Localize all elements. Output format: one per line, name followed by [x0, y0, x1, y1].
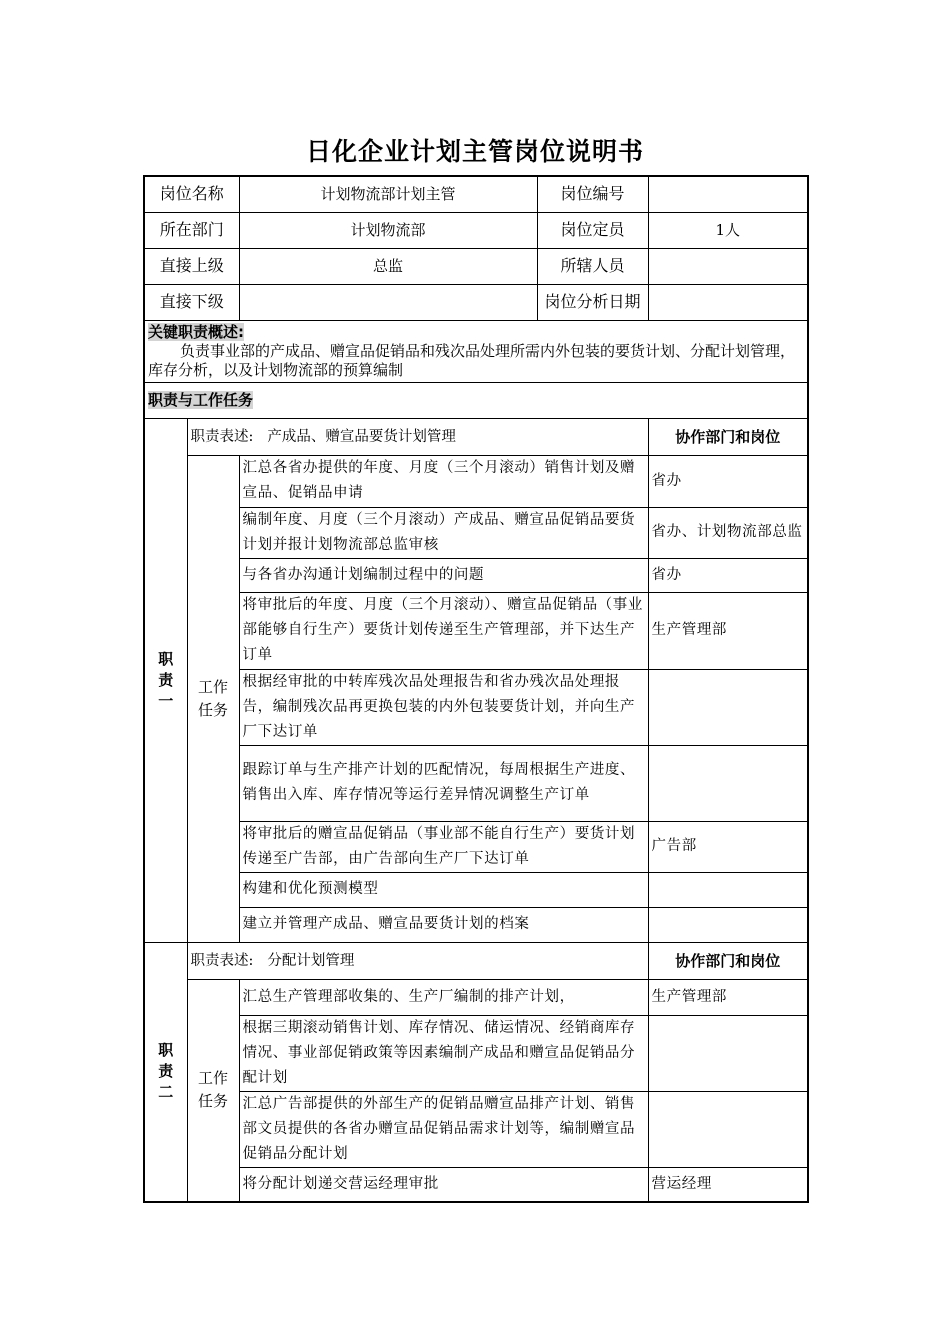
- duty2-task: 将分配计划递交营运经理审批: [239, 1167, 648, 1202]
- duty2-description: 职责表述: 分配计划管理: [187, 942, 648, 979]
- duty1-task: 汇总各省办提供的年度、月度（三个月滚动）销售计划及赠宣品、促销品申请: [239, 455, 648, 507]
- duty2-coop: 生产管理部: [648, 979, 808, 1015]
- duty1-coop: 省办、计划物流部总监: [648, 507, 808, 558]
- direct-sub-label: 直接下级: [144, 284, 239, 320]
- page-title: 日化企业计划主管岗位说明书: [305, 137, 644, 166]
- dept-value: 计划物流部: [239, 212, 537, 248]
- duty1-coop: 广告部: [648, 821, 808, 872]
- summary-heading: 关键职责概述:: [148, 322, 244, 341]
- direct-sub-value: [239, 284, 537, 320]
- duty2-coop-header: 协作部门和岗位: [648, 942, 808, 979]
- duty1-coop-header: 协作部门和岗位: [648, 418, 808, 455]
- job-name-label: 岗位名称: [144, 176, 239, 212]
- duty1-task: 建立并管理产成品、赠宣品要货计划的档案: [239, 907, 648, 942]
- duty2-task: 汇总生产管理部收集的、生产厂编制的排产计划，: [239, 979, 648, 1015]
- subordinates-label: 所辖人员: [537, 248, 648, 284]
- dept-label: 所在部门: [144, 212, 239, 248]
- superior-label: 直接上级: [144, 248, 239, 284]
- duty1-side-label: 职 责 一: [144, 418, 187, 942]
- duty1-task: 构建和优化预测模型: [239, 872, 648, 907]
- duty2-coop: [648, 1015, 808, 1091]
- duty1-coop: 生产管理部: [648, 592, 808, 669]
- duties-heading-cell: [144, 382, 808, 418]
- headcount-label: 岗位定员: [537, 212, 648, 248]
- summary-text: 负责事业部的产成品、赠宣品促销品和残次品处理所需内外包装的要货计划、分配计划管理，库存分析，以及计划物流部的预算编制: [148, 341, 796, 379]
- duty1-task: 根据经审批的中转库残次品处理报告和省办残次品处理报告，编制残次品再更换包装的内外包装要货计划，并向生产厂下达订单: [239, 669, 648, 745]
- duty1-task: 跟踪订单与生产排产计划的匹配情况，每周根据生产进度、销售出入库、库存情况等运行差异情况调整生产订单: [239, 745, 648, 821]
- duties-heading: 职责与工作任务: [148, 391, 254, 409]
- duty1-coop: [648, 745, 808, 821]
- duty1-coop: 省办: [648, 455, 808, 507]
- duty1-task: 编制年度、月度（三个月滚动）产成品、赠宣品促销品要货计划并报计划物流部总监审核: [239, 507, 648, 558]
- job-no-value: [648, 176, 808, 212]
- superior-value: 总监: [239, 248, 537, 284]
- key-duty-summary: [144, 320, 808, 382]
- job-description-table: [143, 175, 809, 1203]
- headcount-value: 1人: [648, 212, 808, 248]
- duty1-coop: [648, 872, 808, 907]
- analysis-date-label: 岗位分析日期: [537, 284, 648, 320]
- duty1-coop: [648, 669, 808, 745]
- duty1-task: 将审批后的赠宣品促销品（事业部不能自行生产）要货计划传递至广告部，由广告部向生产厂下达订单: [239, 821, 648, 872]
- duty1-coop: [648, 907, 808, 942]
- duty2-coop: [648, 1091, 808, 1167]
- duty2-coop: 营运经理: [648, 1167, 808, 1202]
- subordinates-value: [648, 248, 808, 284]
- job-no-label: 岗位编号: [537, 176, 648, 212]
- duty2-task: 汇总广告部提供的外部生产的促销品赠宣品排产计划、销售部文员提供的各省办赠宣品促销品需求计划等，编制赠宣品促销品分配计划: [239, 1091, 648, 1167]
- duty1-task: 将审批后的年度、月度（三个月滚动）、赠宣品促销品（事业部能够自行生产）要货计划传递至生产管理部，并下达生产订单: [239, 592, 648, 669]
- analysis-date-value: [648, 284, 808, 320]
- duty1-description: 职责表述: 产成品、赠宣品要货计划管理: [187, 418, 648, 455]
- duty2-task-label: 工作 任务: [187, 979, 239, 1202]
- duty1-coop: 省办: [648, 558, 808, 592]
- duty2-task: 根据三期滚动销售计划、库存情况、储运情况、经销商库存情况、事业部促销政策等因素编制产成品和赠宣品促销品分配计划: [239, 1015, 648, 1091]
- job-name-value: 计划物流部计划主管: [239, 176, 537, 212]
- duty2-side-label: 职 责 二: [144, 942, 187, 1202]
- duty1-task-label: 工作 任务: [187, 455, 239, 942]
- duty1-task: 与各省办沟通计划编制过程中的问题: [239, 558, 648, 592]
